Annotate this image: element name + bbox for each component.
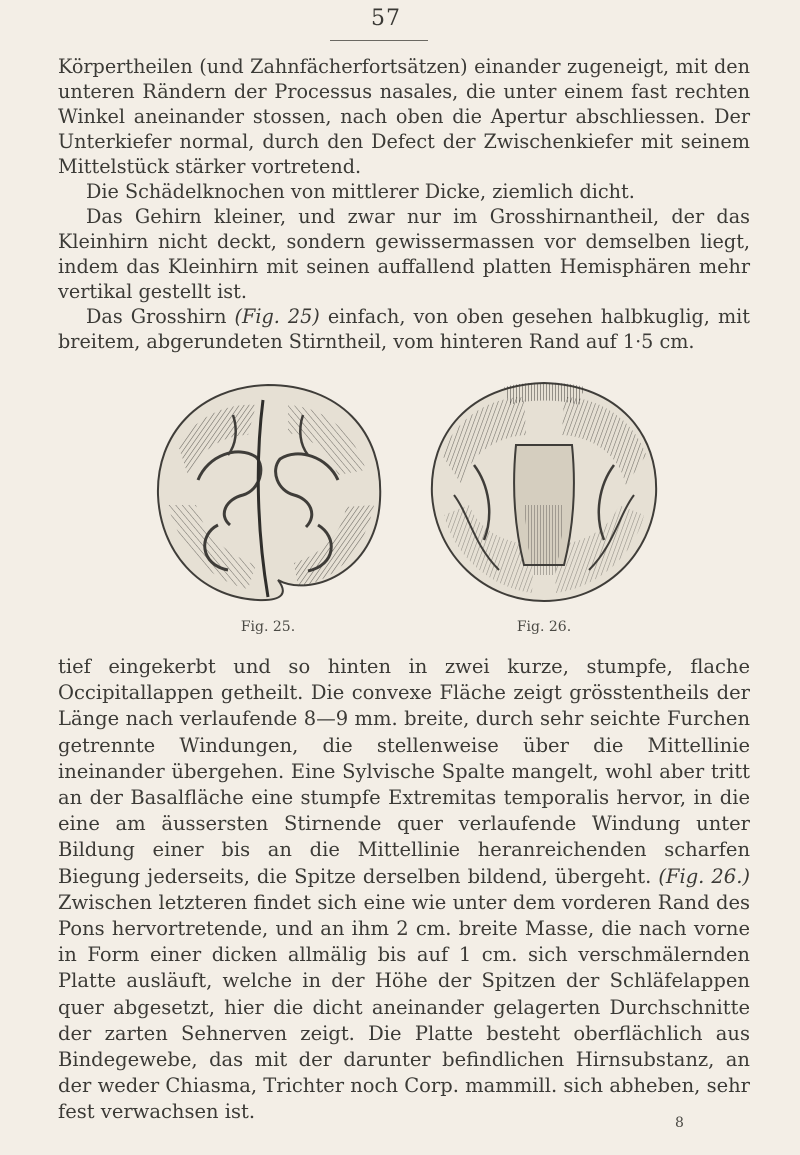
paragraph-5-start: tief eingekerbt und so hinten in zwei kurze, stumpfe, flache Occipitallappen getheilt. Die convexe Fläche zeigt grösstentheils der Länge nach verlaufende 8—9 mm. breite, durch sehr seichte Furchen getrennte Windungen, die stellenweise über die Mittellinie ineinander übergehen. Eine Sylvische Spalte mangelt, wohl aber tritt an der Basalfläche eine stumpfe Extremitas temporalis hervor, in die eine am äussersten Stirnende quer verlaufende Windung unter Bildung einer bis an die Mittellinie heranreichenden scharfen Biegung jederseits, die Spitze derselben bildend, übergeht.: [58, 655, 750, 888]
bottom-text-block: [58, 654, 750, 1126]
figure-25-caption: Fig. 25.: [240, 619, 296, 635]
figure-25: [138, 375, 398, 635]
paragraph-5-end: Zwischen letzteren findet sich eine wie unter dem vorderen Rand des Pons hervortretende, und an ihm 2 cm. breite Masse, die nach vorne in Form einer dicken allmälig bis auf 1 cm. sich verschmälernden Platte ausläuft, welche in der Höhe der Spitzen der Schläfelappen quer abgesetzt, hier die dicht aneinander gelagerten Durchschnitte der zarten Sehnerven zeigt. Die Platte besteht oberflächlich aus Bindegewebe, das mit der darunter befindlichen Hirnsubstanz, an der weder Chiasma, Trichter noch Corp. mammill. sich abheben, sehr fest verwachsen ist.: [58, 890, 750, 1124]
figure-26-caption: Fig. 26.: [516, 619, 572, 635]
brain-base-view-illustration: [414, 375, 674, 605]
signature-mark: 8: [675, 1115, 684, 1131]
paragraph-5: [58, 654, 750, 1126]
brain-top-view-illustration: [138, 375, 398, 605]
page-number: 57: [371, 6, 401, 31]
figure-reference-25: (Fig. 25): [234, 305, 320, 328]
top-text-block: [58, 54, 750, 354]
page-number-rule: [330, 40, 428, 41]
figure-26: [414, 375, 674, 635]
paragraph-4: [58, 304, 750, 354]
paragraph-4-start: Das Grosshirn: [86, 305, 235, 328]
paragraph-2: Die Schädelknochen von mittlerer Dicke, ziemlich dicht.: [86, 180, 635, 203]
figure-reference-26: (Fig. 26.): [658, 864, 750, 888]
paragraph-1: Körpertheilen (und Zahnfächerfortsätzen) einander zugeneigt, mit den unteren Rändern der Processus nasales, die unter einem fast rechten Winkel aneinander stossen, nach oben die Apertur abschliessen. Der Unterkiefer normal, durch den Defect der Zwischenkiefer mit seinem Mittelstück stärker vortretend.: [58, 55, 750, 178]
paragraph-4-end: einfach, von oben gesehen halbkuglig, mit breitem, abgerundeten Stirntheil, vom hinteren Rand auf 1·5 cm.: [58, 305, 750, 353]
paragraph-3: Das Gehirn kleiner, und zwar nur im Grosshirnantheil, der das Kleinhirn nicht deckt, sondern gewissermassen vor demselben liegt, indem das Kleinhirn mit seinen auffallend platten Hemisphären mehr vertikal gestellt ist.: [58, 205, 750, 303]
